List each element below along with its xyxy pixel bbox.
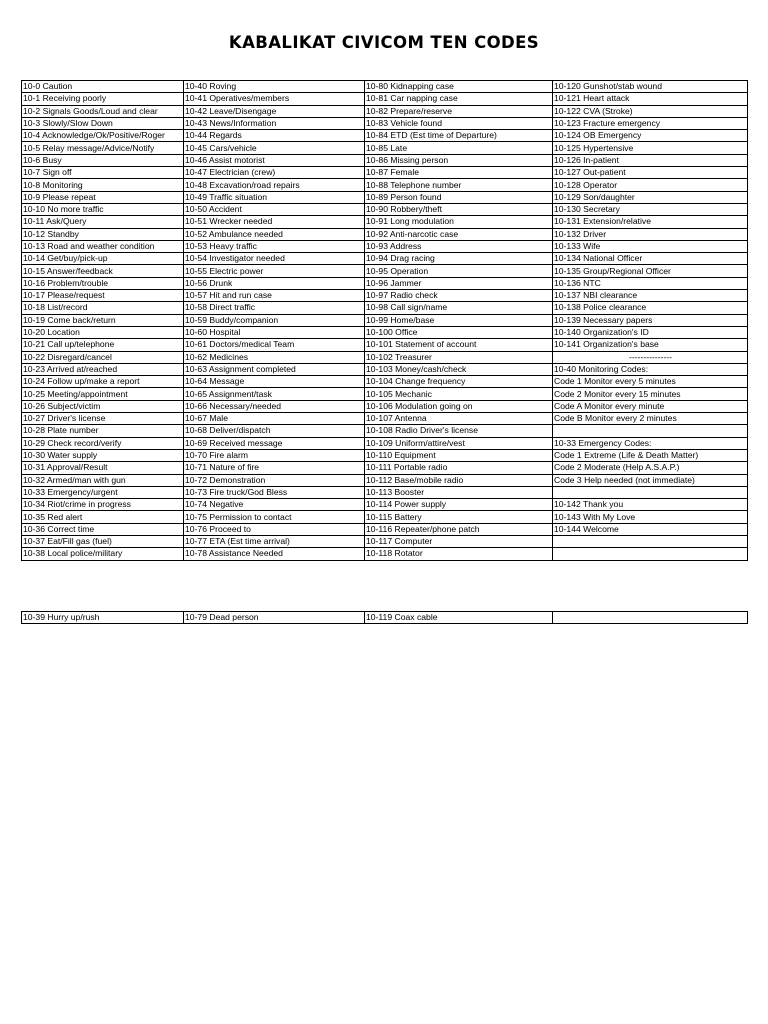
table-cell: 10-132 Driver: [553, 228, 748, 240]
table-cell: 10-99 Home/base: [365, 314, 553, 326]
table-cell: [553, 612, 748, 624]
table-cell: [553, 535, 748, 547]
table-cell: 10-135 Group/Regional Officer: [553, 265, 748, 277]
table-cell: 10-88 Telephone number: [365, 179, 553, 191]
table-cell: 10-78 Assistance Needed: [184, 548, 365, 560]
table-cell: 10-143 With My Love: [553, 511, 748, 523]
table-row: [22, 499, 748, 511]
table-cell: Code 1 Extreme (Life & Death Matter): [553, 449, 748, 461]
table-cell: 10-65 Assignment/task: [184, 388, 365, 400]
table-cell: 10-30 Water supply: [22, 449, 184, 461]
table-row: [22, 413, 748, 425]
table-cell: 10-74 Negative: [184, 499, 365, 511]
table-cell: 10-141 Organization's base: [553, 339, 748, 351]
table-row: [22, 326, 748, 338]
table-cell: 10-76 Proceed to: [184, 523, 365, 535]
table-cell: 10-26 Subject/victim: [22, 400, 184, 412]
table-cell: 10-10 No more traffic: [22, 203, 184, 215]
table-cell: 10-60 Hospital: [184, 326, 365, 338]
table-cell: 10-107 Antenna: [365, 413, 553, 425]
table-cell: 10-142 Thank you: [553, 499, 748, 511]
table-cell: 10-45 Cars/vehicle: [184, 142, 365, 154]
table-cell: 10-33 Emergency/urgent: [22, 486, 184, 498]
table-cell: 10-32 Armed/man with gun: [22, 474, 184, 486]
table-cell: 10-3 Slowly/Slow Down: [22, 117, 184, 129]
table-row: [22, 388, 748, 400]
table-cell: 10-13 Road and weather condition: [22, 240, 184, 252]
table-cell: 10-38 Local police/military: [22, 548, 184, 560]
table-cell: 10-97 Radio check: [365, 290, 553, 302]
table-cell: 10-106 Modulation going on: [365, 400, 553, 412]
ten-codes-table: [21, 80, 748, 561]
table-cell: 10-75 Permission to contact: [184, 511, 365, 523]
table-cell: 10-85 Late: [365, 142, 553, 154]
table-row: [22, 548, 748, 560]
table-cell: 10-56 Drunk: [184, 277, 365, 289]
table-row: [22, 511, 748, 523]
table-cell: 10-28 Plate number: [22, 425, 184, 437]
table-row: [22, 425, 748, 437]
table-row: [22, 228, 748, 240]
table-cell: 10-127 Out-patient: [553, 167, 748, 179]
table-cell: 10-20 Location: [22, 326, 184, 338]
table-cell: 10-22 Disregard/cancel: [22, 351, 184, 363]
table-cell: 10-91 Long modulation: [365, 216, 553, 228]
table-cell: Code A Monitor every minute: [553, 400, 748, 412]
table-cell: 10-79 Dead person: [184, 612, 365, 624]
table-cell: 10-0 Caution: [22, 81, 184, 93]
table-cell: 10-15 Answer/feedback: [22, 265, 184, 277]
table-cell: 10-63 Assignment completed: [184, 363, 365, 375]
table-cell: 10-5 Relay message/Advice/Notify: [22, 142, 184, 154]
table-row: [22, 400, 748, 412]
table-row: [22, 449, 748, 461]
table-cell: 10-55 Electric power: [184, 265, 365, 277]
table-cell: Code 1 Monitor every 5 minutes: [553, 376, 748, 388]
table-cell: 10-29 Check record/verify: [22, 437, 184, 449]
table-cell: 10-115 Battery: [365, 511, 553, 523]
table-row: [22, 253, 748, 265]
table-row: [22, 216, 748, 228]
table-cell: 10-131 Extension/relative: [553, 216, 748, 228]
table-row: [22, 339, 748, 351]
table-cell: 10-136 NTC: [553, 277, 748, 289]
table-cell: 10-36 Correct time: [22, 523, 184, 535]
table-row: [22, 437, 748, 449]
ten-codes-table-continued: [21, 611, 748, 624]
table-cell: 10-81 Car napping case: [365, 93, 553, 105]
table-row: [22, 535, 748, 547]
table-cell: 10-37 Eat/Fill gas (fuel): [22, 535, 184, 547]
table-cell: 10-16 Problem/trouble: [22, 277, 184, 289]
table-cell: 10-18 List/record: [22, 302, 184, 314]
table-row: [22, 130, 748, 142]
table-cell: 10-69 Received message: [184, 437, 365, 449]
table-cell: 10-118 Rotator: [365, 548, 553, 560]
table-cell: 10-124 OB Emergency: [553, 130, 748, 142]
table-cell: 10-101 Statement of account: [365, 339, 553, 351]
table-cell: 10-31 Approval/Result: [22, 462, 184, 474]
table-cell: 10-122 CVA (Stroke): [553, 105, 748, 117]
table-cell: 10-21 Call up/telephone: [22, 339, 184, 351]
table-cell: 10-70 Fire alarm: [184, 449, 365, 461]
table-cell: 10-94 Drag racing: [365, 253, 553, 265]
table-cell: 10-54 Investigator needed: [184, 253, 365, 265]
table-row: [22, 142, 748, 154]
table-cell: 10-129 Son/daughter: [553, 191, 748, 203]
table-cell: 10-112 Base/mobile radio: [365, 474, 553, 486]
table-cell: 10-1 Receiving poorly: [22, 93, 184, 105]
table-cell: 10-2 Signals Goods/Loud and clear: [22, 105, 184, 117]
table-cell: 10-130 Secretary: [553, 203, 748, 215]
table-cell: 10-103 Money/cash/check: [365, 363, 553, 375]
table-cell: 10-19 Come back/return: [22, 314, 184, 326]
table-row: [22, 474, 748, 486]
table-cell: 10-108 Radio Driver's license: [365, 425, 553, 437]
table-cell: 10-40 Roving: [184, 81, 365, 93]
table-cell: 10-87 Female: [365, 167, 553, 179]
table-cell: 10-133 Wife: [553, 240, 748, 252]
table-cell: [553, 425, 748, 437]
table-cell: 10-43 News/Information: [184, 117, 365, 129]
table-row: [22, 191, 748, 203]
table-cell: 10-33 Emergency Codes:: [553, 437, 748, 449]
table-cell: 10-72 Demonstration: [184, 474, 365, 486]
table-cell: 10-114 Power supply: [365, 499, 553, 511]
table-cell: 10-100 Office: [365, 326, 553, 338]
table-cell: Code 2 Monitor every 15 minutes: [553, 388, 748, 400]
table-cell: ---------------: [553, 351, 748, 363]
table-cell: 10-138 Police clearance: [553, 302, 748, 314]
table-cell: 10-113 Booster: [365, 486, 553, 498]
table-row: [22, 265, 748, 277]
table-cell: 10-125 Hypertensive: [553, 142, 748, 154]
table-row: [22, 117, 748, 129]
table-cell: Code 2 Moderate (Help A.S.A.P.): [553, 462, 748, 474]
table-cell: 10-121 Heart attack: [553, 93, 748, 105]
table-cell: 10-4 Acknowledge/Ok/Positive/Roger: [22, 130, 184, 142]
table-cell: 10-139 Necessary papers: [553, 314, 748, 326]
table-cell: 10-40 Monitoring Codes:: [553, 363, 748, 375]
table-cell: 10-93 Address: [365, 240, 553, 252]
table-cell: 10-71 Nature of fire: [184, 462, 365, 474]
table-cell: 10-48 Excavation/road repairs: [184, 179, 365, 191]
table-row: [22, 351, 748, 363]
table-row: [22, 105, 748, 117]
table-cell: 10-42 Leave/Disengage: [184, 105, 365, 117]
table-cell: 10-92 Anti-narcotic case: [365, 228, 553, 240]
table-cell: 10-46 Assist motorist: [184, 154, 365, 166]
table-row: [22, 154, 748, 166]
table-cell: 10-120 Gunshot/stab wound: [553, 81, 748, 93]
table-cell: 10-95 Operation: [365, 265, 553, 277]
table-row: [22, 462, 748, 474]
table-row: [22, 314, 748, 326]
table-cell: 10-84 ETD (Est time of Departure): [365, 130, 553, 142]
page-title: KABALIKAT CIVICOM TEN CODES: [228, 33, 540, 52]
table-cell: 10-49 Traffic situation: [184, 191, 365, 203]
table-cell: 10-9 Please repeat: [22, 191, 184, 203]
table-cell: 10-44 Regards: [184, 130, 365, 142]
table-cell: 10-7 Sign off: [22, 167, 184, 179]
table-cell: 10-111 Portable radio: [365, 462, 553, 474]
table-cell: 10-51 Wrecker needed: [184, 216, 365, 228]
table-row: [22, 240, 748, 252]
table-cell: 10-52 Ambulance needed: [184, 228, 365, 240]
table-row: [22, 612, 748, 624]
table-cell: 10-47 Electrician (crew): [184, 167, 365, 179]
table-row: [22, 486, 748, 498]
table-cell: [553, 548, 748, 560]
table-cell: 10-80 Kidnapping case: [365, 81, 553, 93]
table-cell: 10-8 Monitoring: [22, 179, 184, 191]
table-row: [22, 179, 748, 191]
table-cell: 10-110 Equipment: [365, 449, 553, 461]
table-cell: 10-12 Standby: [22, 228, 184, 240]
table-cell: 10-58 Direct traffic: [184, 302, 365, 314]
table-cell: 10-109 Uniform/attire/vest: [365, 437, 553, 449]
table-cell: Code 3 Help needed (not immediate): [553, 474, 748, 486]
table-cell: 10-41 Operatives/members: [184, 93, 365, 105]
table-cell: 10-25 Meeting/appointment: [22, 388, 184, 400]
table-cell: 10-64 Message: [184, 376, 365, 388]
table-cell: 10-67 Male: [184, 413, 365, 425]
table-cell: 10-62 Medicines: [184, 351, 365, 363]
table-cell: 10-6 Busy: [22, 154, 184, 166]
table-cell: 10-11 Ask/Query: [22, 216, 184, 228]
table-cell: 10-66 Necessary/needed: [184, 400, 365, 412]
table-cell: 10-117 Computer: [365, 535, 553, 547]
table-row: [22, 81, 748, 93]
table-cell: 10-68 Deliver/dispatch: [184, 425, 365, 437]
table-cell: 10-144 Welcome: [553, 523, 748, 535]
table-cell: 10-83 Vehicle found: [365, 117, 553, 129]
table-cell: 10-140 Organization's ID: [553, 326, 748, 338]
table-cell: 10-116 Repeater/phone patch: [365, 523, 553, 535]
table-cell: 10-57 Hit and run case: [184, 290, 365, 302]
table-cell: [553, 486, 748, 498]
table-row: [22, 363, 748, 375]
table-cell: 10-61 Doctors/medical Team: [184, 339, 365, 351]
table-cell: 10-34 Riot/crime in progress: [22, 499, 184, 511]
table-cell: 10-98 Call sign/name: [365, 302, 553, 314]
table-cell: 10-39 Hurry up/rush: [22, 612, 184, 624]
table-cell: 10-50 Accident: [184, 203, 365, 215]
table-cell: 10-73 Fire truck/God Bless: [184, 486, 365, 498]
table-cell: 10-27 Driver's license: [22, 413, 184, 425]
table-row: [22, 277, 748, 289]
table-cell: 10-96 Jammer: [365, 277, 553, 289]
table-cell: 10-24 Follow up/make a report: [22, 376, 184, 388]
table-row: [22, 523, 748, 535]
table-row: [22, 203, 748, 215]
table-cell: 10-77 ETA (Est time arrival): [184, 535, 365, 547]
table-cell: 10-89 Person found: [365, 191, 553, 203]
table-cell: 10-23 Arrived at/reached: [22, 363, 184, 375]
table-cell: 10-123 Fracture emergency: [553, 117, 748, 129]
table-cell: 10-53 Heavy traffic: [184, 240, 365, 252]
table-cell: 10-126 In-patient: [553, 154, 748, 166]
table-cell: 10-137 NBI clearance: [553, 290, 748, 302]
table-row: [22, 290, 748, 302]
table-cell: 10-134 National Officer: [553, 253, 748, 265]
table-cell: 10-119 Coax cable: [365, 612, 553, 624]
table-row: [22, 302, 748, 314]
table-cell: 10-128 Operator: [553, 179, 748, 191]
table-cell: 10-17 Please/request: [22, 290, 184, 302]
table-row: [22, 93, 748, 105]
table-cell: 10-35 Red alert: [22, 511, 184, 523]
table-cell: 10-59 Buddy/companion: [184, 314, 365, 326]
table-cell: 10-82 Prepare/reserve: [365, 105, 553, 117]
table-cell: 10-102 Treasurer: [365, 351, 553, 363]
table-cell: 10-14 Get/buy/pick-up: [22, 253, 184, 265]
table-cell: 10-105 Mechanic: [365, 388, 553, 400]
table-cell: 10-90 Robbery/theft: [365, 203, 553, 215]
table-cell: 10-86 Missing person: [365, 154, 553, 166]
table-cell: Code B Monitor every 2 minutes: [553, 413, 748, 425]
table-row: [22, 376, 748, 388]
table-row: [22, 167, 748, 179]
table-cell: 10-104 Change frequency: [365, 376, 553, 388]
